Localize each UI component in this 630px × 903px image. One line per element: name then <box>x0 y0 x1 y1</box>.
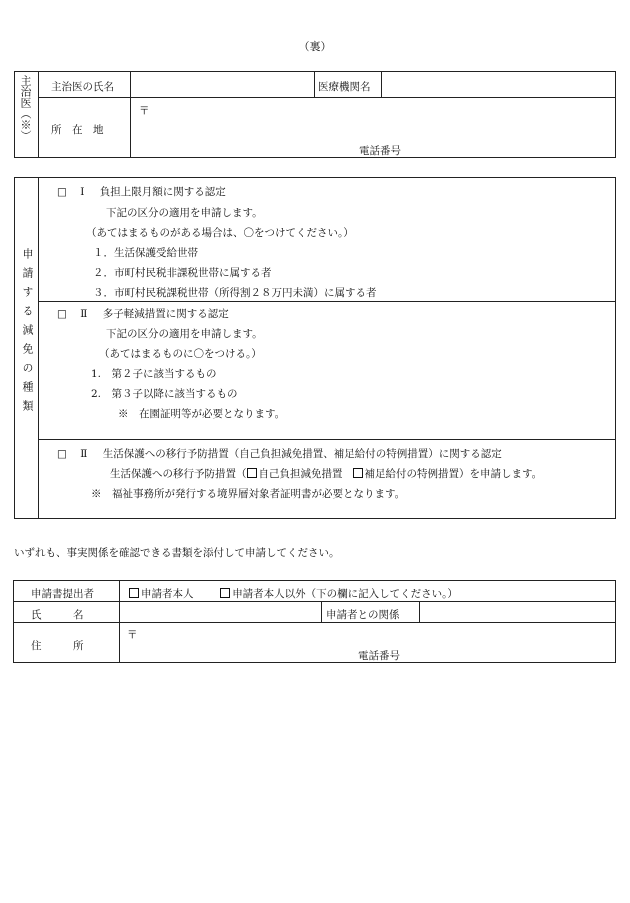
supplementary-benefit-option-label: 補足給付の特例措置 <box>364 468 459 480</box>
reduction-side-label: 申請する減免の種類 <box>21 248 34 419</box>
applicant-phone-label: 電話番号 <box>358 650 400 662</box>
section-1-title: 負担上限月額に関する認定 <box>99 186 226 198</box>
submitter-options <box>129 586 458 601</box>
doctor-side-label: 主治医（※） <box>19 75 32 141</box>
section-3-header <box>57 446 502 461</box>
submitter-label: 申請書提出者 <box>31 588 94 600</box>
section-3-checkbox[interactable]: □ <box>57 448 67 460</box>
section-1-line: 下記の区分の適用を申請します。 <box>106 207 263 219</box>
attachment-note: いずれも、事実関係を確認できる書類を添付して申請してください。 <box>14 547 340 559</box>
section-3-numeral: Ⅱ <box>80 448 88 460</box>
doctor-table <box>14 71 616 158</box>
doctor-phone-label: 電話番号 <box>359 145 401 157</box>
page-title: （裏） <box>298 40 332 53</box>
doctor-address-label: 所 在 地 <box>51 124 104 136</box>
applicant-name-field[interactable] <box>124 604 316 620</box>
institution-label: 医療機関名 <box>318 81 371 93</box>
doctor-name-field[interactable] <box>135 76 307 94</box>
section-1-option[interactable]: ２．市町村民税非課税世帯に属する者 <box>93 267 272 279</box>
self-burden-checkbox[interactable] <box>247 468 257 478</box>
reduction-type-table <box>14 177 616 519</box>
applicant-address-label: 住 所 <box>31 640 84 652</box>
section-2-option[interactable]: 2. 第３子以降に該当するもの <box>91 388 238 400</box>
doctor-address-field[interactable] <box>135 100 610 140</box>
section-1-option[interactable]: １．生活保護受給世帯 <box>93 247 198 259</box>
section-2-checkbox[interactable]: □ <box>57 308 67 320</box>
doctor-postal-mark: 〒 <box>139 105 150 117</box>
applicant-postal-mark: 〒 <box>127 629 138 641</box>
section-1-line: （あてはまるものがある場合は、〇をつけてください。） <box>86 227 354 239</box>
section-3-title: 生活保護への移行予防措置（自己負担減免措置、補足給付の特例措置）に関する認定 <box>102 448 502 460</box>
supplementary-benefit-checkbox[interactable] <box>353 468 363 478</box>
section-2-line: （あてはまるものに〇をつける。） <box>99 348 262 360</box>
relation-label: 申請者との関係 <box>326 609 400 621</box>
applicant-other-checkbox[interactable] <box>220 588 230 598</box>
section-2-numeral: Ⅱ <box>80 308 88 320</box>
section-2-line: 下記の区分の適用を申請します。 <box>106 328 263 340</box>
section-3-line <box>110 466 542 481</box>
section-3-note: ※ 福祉事務所が発行する境界層対象者証明書が必要となります。 <box>91 488 406 500</box>
section-2-option[interactable]: 1. 第２子に該当するもの <box>91 368 217 380</box>
relation-field[interactable] <box>424 604 609 620</box>
section-1-checkbox[interactable]: □ <box>57 186 67 198</box>
section-1-numeral: Ⅰ <box>80 186 85 198</box>
institution-field[interactable] <box>385 76 610 94</box>
doctor-name-label: 主治医の氏名 <box>51 81 114 93</box>
self-burden-option-label: 自己負担減免措置 <box>258 468 343 480</box>
applicant-name-label: 氏 名 <box>31 609 84 621</box>
section-3-line-prefix: 生活保護への移行予防措置（ <box>110 468 247 480</box>
applicant-self-label: 申請者本人 <box>141 588 194 600</box>
section-2-title: 多子軽減措置に関する認定 <box>102 308 229 320</box>
applicant-other-label: 申請者本人以外（下の欄に記入してください。） <box>232 588 458 600</box>
section-3-line-suffix: ）を申請します。 <box>459 468 543 480</box>
section-2-header <box>57 306 229 321</box>
section-1-option[interactable]: ３．市町村民税課税世帯（所得割２８万円未満）に属する者 <box>93 287 377 299</box>
applicant-table <box>13 580 616 663</box>
applicant-self-checkbox[interactable] <box>129 588 139 598</box>
section-2-note: ※ 在園証明等が必要となります。 <box>118 408 286 420</box>
section-1-header <box>57 184 226 199</box>
